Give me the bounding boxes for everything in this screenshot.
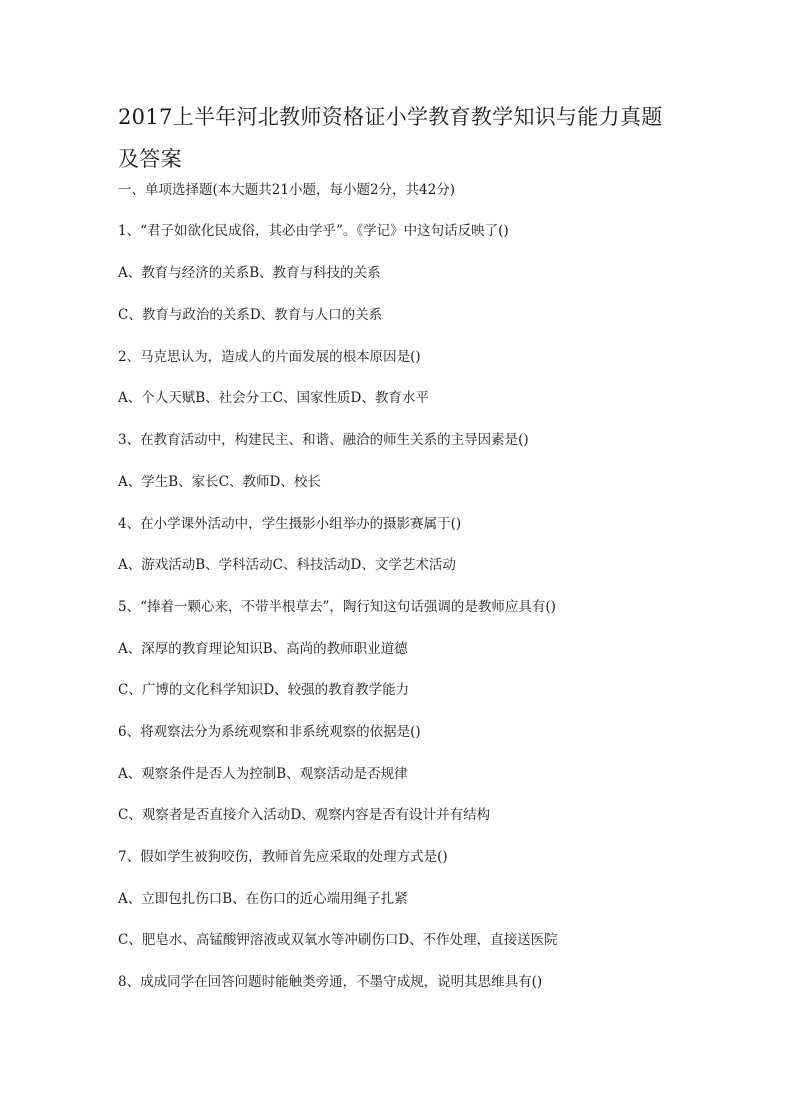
options-1-ab: A、教育与经济的关系B、教育与科技的关系 bbox=[118, 265, 381, 281]
question-2: 2、马克思认为，造成人的片面发展的根本原因是() bbox=[118, 349, 421, 365]
options-2: A、个人天赋B、社会分工C、国家性质D、教育水平 bbox=[118, 390, 429, 406]
options-5-ab: A、深厚的教育理论知识B、高尚的教师职业道德 bbox=[118, 641, 408, 657]
question-3: 3、在教育活动中，构建民主、和谐、融洽的师生关系的主导因素是() bbox=[118, 432, 529, 448]
options-4: A、游戏活动B、学科活动C、科技活动D、文学艺术活动 bbox=[118, 557, 456, 573]
question-5: 5、“捧着一颗心来，不带半根草去”，陶行知这句话强调的是教师应具有() bbox=[118, 599, 556, 615]
options-5-cd: C、广博的文化科学知识D、较强的教育教学能力 bbox=[118, 682, 410, 698]
question-4: 4、在小学课外活动中，学生摄影小组举办的摄影赛属于() bbox=[118, 516, 462, 532]
section-heading: 一、单项选择题(本大题共21小题，每小题2分，共42分) bbox=[118, 182, 455, 198]
options-1-cd: C、教育与政治的关系D、教育与人口的关系 bbox=[118, 307, 383, 323]
document-title-line-2: 及答案 bbox=[118, 147, 182, 171]
document-title-line-1: 2017上半年河北教师资格证小学教育教学知识与能力真题 bbox=[118, 105, 663, 129]
question-7: 7、假如学生被狗咬伤，教师首先应采取的处理方式是() bbox=[118, 849, 448, 865]
question-8: 8、成成同学在回答问题时能触类旁通，不墨守成规，说明其思维具有() bbox=[118, 974, 543, 990]
question-6: 6、将观察法分为系统观察和非系统观察的依据是() bbox=[118, 724, 421, 740]
options-6-cd: C、观察者是否直接介入活动D、观察内容是否有设计并有结构 bbox=[118, 807, 491, 823]
options-6-ab: A、观察条件是否人为控制B、观察活动是否规律 bbox=[118, 766, 408, 782]
options-7-ab: A、立即包扎伤口B、在伤口的近心端用绳子扎紧 bbox=[118, 891, 408, 907]
question-1: 1、“君子如欲化民成俗，其必由学乎”。《学记》中这句话反映了() bbox=[118, 223, 509, 239]
options-7-cd: C、肥皂水、高锰酸钾溶液或双氧水等冲刷伤口D、不作处理，直接送医院 bbox=[118, 932, 558, 948]
options-3: A、学生B、家长C、教师D、校长 bbox=[118, 474, 321, 490]
